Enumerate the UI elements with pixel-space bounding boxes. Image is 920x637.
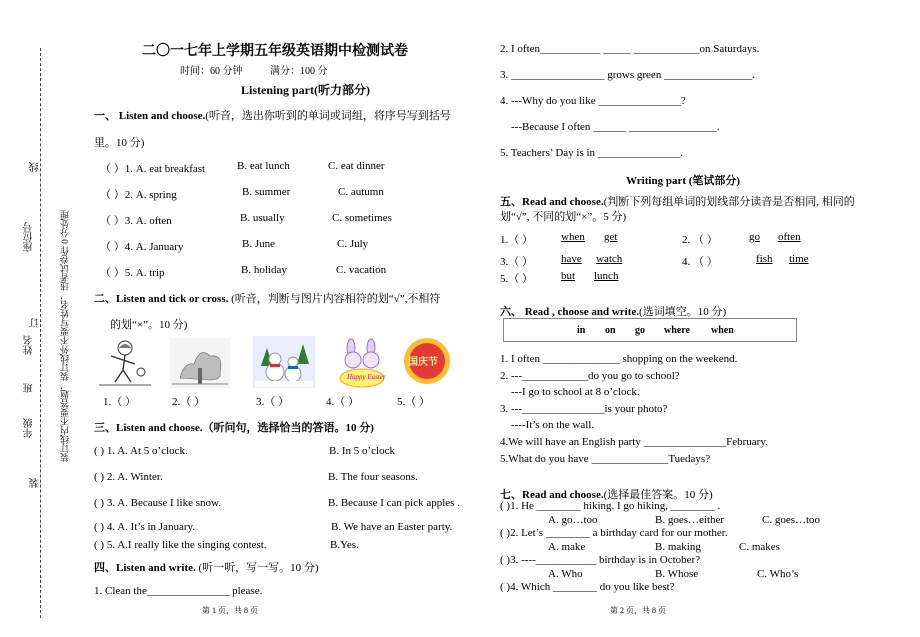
word-bank-where: where	[664, 325, 690, 336]
sec1-q4-b: B. June	[242, 238, 275, 250]
sec5-q3-word2: watch	[596, 253, 623, 265]
sec1-q1: （ ）1. A. eat breakfast	[100, 163, 206, 175]
sec5-q5-word2: lunch	[594, 270, 619, 282]
sec1-q1-b: B. eat lunch	[237, 160, 290, 172]
word-bank-go: go	[635, 325, 645, 336]
sec3-q3: ( ) 3. A. Because I like snow.	[94, 497, 221, 509]
sec1-heading: 一、 Listen and choose.(听音，选出你听到的单词或词组，将序号写到括号	[94, 110, 451, 122]
seat-label: 座位号	[24, 222, 35, 252]
sec1-heading-cont: 里。10 分)	[94, 137, 145, 149]
sec7-q1-c: C. goes…too	[762, 514, 821, 526]
sec5-q4: 4. （ ）	[682, 256, 718, 268]
sec5-heading-cont: 划“√”, 不同的划“×”。5 分)	[500, 211, 627, 223]
sec7-q3-b: B. Whose	[655, 568, 699, 580]
sec2-heading: 二、Listen and tick or cross. (听音，判断与图片内容相符的划“√”,不相符	[94, 293, 441, 305]
sec5-q2: 2. （ ）	[682, 234, 718, 246]
sec1-q4-c: C. July	[337, 238, 369, 250]
page-number-1: 第 1 页，共 8 页	[202, 606, 258, 615]
sec7-q1-a: A. go…too	[548, 514, 598, 526]
sec5-q4-word1: fish	[756, 253, 773, 265]
sec1-q5: （ ）5. A. trip	[100, 267, 165, 279]
sec5-q5-word1: but	[561, 270, 576, 282]
sec2-answer-4: 4.（ ）	[326, 396, 359, 408]
sec7-q2-c: C. makes	[739, 541, 780, 553]
sec7-q1: ( )1. He ________ hiking. I go hiking, ________ .	[500, 500, 721, 512]
sec1-q5-c: C. vacation	[336, 264, 387, 276]
binding-line	[40, 48, 41, 618]
sec5-q3-word1: have	[561, 253, 582, 265]
sec7-q1-b: B. goes…either	[655, 514, 725, 526]
sec6-q3-answer: ----It’s on the wall.	[511, 419, 595, 431]
sec1-q2-b: B. summer	[242, 186, 291, 198]
sec5-heading: 五、Read and choose.(判断下列每组单词的划线部分读音是否相同, 相同的	[500, 196, 855, 208]
tree-picture	[170, 338, 230, 388]
sec2-answer-1: 1.（ ）	[103, 396, 136, 408]
sec6-q1: 1. I often ______________ shopping on the weekend.	[500, 353, 738, 365]
national-day-picture	[402, 336, 452, 386]
sec5-q1-word2: get	[604, 231, 618, 243]
sec4-q2: 2. I often___________ _____ ____________on Saturdays.	[500, 43, 760, 55]
ding-label: 订	[30, 318, 41, 328]
exam-title: 二〇一七年上学期五年级英语期中检测试卷	[142, 44, 408, 59]
exam-time: 时间：60 分钟	[180, 66, 243, 77]
sec1-q3: （ ）3. A. often	[100, 215, 172, 227]
sec1-q2: （ ）2. A. spring	[100, 189, 177, 201]
sec1-q3-c: C. sometimes	[332, 212, 392, 224]
writing-title: Writing part (笔试部分)	[626, 175, 741, 187]
sec3-q1-b: B. In 5 o’clock	[329, 445, 395, 457]
sec7-q3-c: C. Who’s	[757, 568, 799, 580]
listening-title: Listening part(听力部分)	[241, 83, 371, 97]
exam-score: 满分：100 分	[270, 66, 328, 77]
sec7-q2-b: B. making	[655, 541, 701, 553]
class-label: 班	[24, 383, 35, 393]
sec7-q2-a: A. make	[548, 541, 586, 553]
sec3-q1: ( ) 1. A. At 5 o’clock.	[94, 445, 188, 457]
word-bank-when: when	[711, 325, 734, 336]
sec3-q2: ( ) 2. A. Winter.	[94, 471, 163, 483]
sec3-heading: 三、Listen and choose.（听问句，选择恰当的答语。10 分)	[94, 422, 374, 434]
sec3-q3-b: B. Because I can pick apples .	[328, 497, 460, 509]
word-bank-box	[503, 318, 797, 342]
kid-playing-picture	[95, 338, 153, 388]
sec6-q4: 4.We will have an English party _______________February.	[500, 436, 768, 448]
sec3-q2-b: B. The four seasons.	[328, 471, 418, 483]
sec7-q3: ( )3. ----___________ birthday is in October?	[500, 554, 701, 566]
sec3-q5-b: B.Yes.	[330, 539, 359, 551]
name-label: 姓名	[24, 335, 35, 355]
sec5-q2-word1: go	[749, 231, 760, 243]
sec6-q2-answer: ---I go to school at 8 o’clock.	[511, 386, 640, 398]
easter-picture	[333, 338, 391, 388]
sec4-q3: 3. _________________ grows green ________________.	[500, 69, 755, 81]
binding-warning: 装订线内不要答题，装订线外不要写姓名，违者试卷作 0 分处理	[60, 210, 70, 462]
xian-label: 线	[30, 162, 41, 172]
sec4-q4: 4. ---Why do you like _______________?	[500, 95, 686, 107]
easter-label: Happy Easter	[347, 373, 386, 381]
sec2-answer-3: 3.（ ）	[256, 396, 289, 408]
sec1-q4: （ ）4. A. January	[100, 241, 184, 253]
sec5-q1-word1: when	[561, 231, 585, 243]
sec6-heading: 六、 Read , choose and write.(选词填空。10 分)	[500, 306, 727, 318]
sec1-q1-c: C. eat dinner	[328, 160, 385, 172]
sec4-q5: 5. Teachers’ Day is in _______________.	[500, 147, 684, 159]
snowman-picture	[253, 336, 315, 388]
word-bank-in: in	[577, 325, 586, 336]
page-number-2: 第 2 页，共 8 页	[610, 606, 666, 615]
sec5-q1: 1.（ ）	[500, 234, 533, 246]
sec7-q2: ( )2. Let’s ________ a birthday card for our mother.	[500, 527, 728, 539]
sec6-q3: 3. ---_______________is your photo?	[500, 403, 668, 415]
sec1-q3-b: B. usually	[240, 212, 285, 224]
sec4-q1: 1. Clean the_______________ please.	[94, 585, 263, 597]
sec5-q2-word2: often	[778, 231, 801, 243]
zhuang-label: 装	[30, 478, 41, 488]
sec6-q2: 2. ---____________do you go to school?	[500, 370, 680, 382]
sec5-q5: 5.（ ）	[500, 273, 533, 285]
sec5-q4-word2: time	[789, 253, 809, 265]
sec4-heading: 四、Listen and write. (听一听，写一写。10 分)	[94, 562, 319, 574]
grade-label: 年级	[24, 418, 35, 438]
sec3-q4-b: B. We have an Easter party.	[331, 521, 453, 533]
national-day-label: 国庆节	[408, 357, 438, 368]
sec1-q2-c: C. autumn	[338, 186, 384, 198]
sec1-q5-b: B. holiday	[241, 264, 287, 276]
sec3-q4: ( ) 4. A. It’s in January.	[94, 521, 196, 533]
sec6-q5: 5.What do you have ______________Tuedays?	[500, 453, 711, 465]
word-bank-on: on	[605, 325, 616, 336]
sec2-heading-cont: 的划“×”。10 分)	[110, 319, 188, 331]
sec7-heading: 七、Read and choose.(选择最佳答案。10 分)	[500, 489, 713, 501]
sec4-q4-answer: ---Because I often ______ ________________.	[511, 121, 720, 133]
sec7-q4: ( )4. Which ________ do you like best?	[500, 581, 675, 593]
sec3-q5: ( ) 5. A.I really like the singing contest.	[94, 539, 267, 551]
sec7-q3-a: A. Who	[548, 568, 583, 580]
sec5-q3: 3.（ ）	[500, 256, 533, 268]
sec2-answer-2: 2.（ ）	[172, 396, 205, 408]
sec2-answer-5: 5.（ ）	[397, 396, 430, 408]
